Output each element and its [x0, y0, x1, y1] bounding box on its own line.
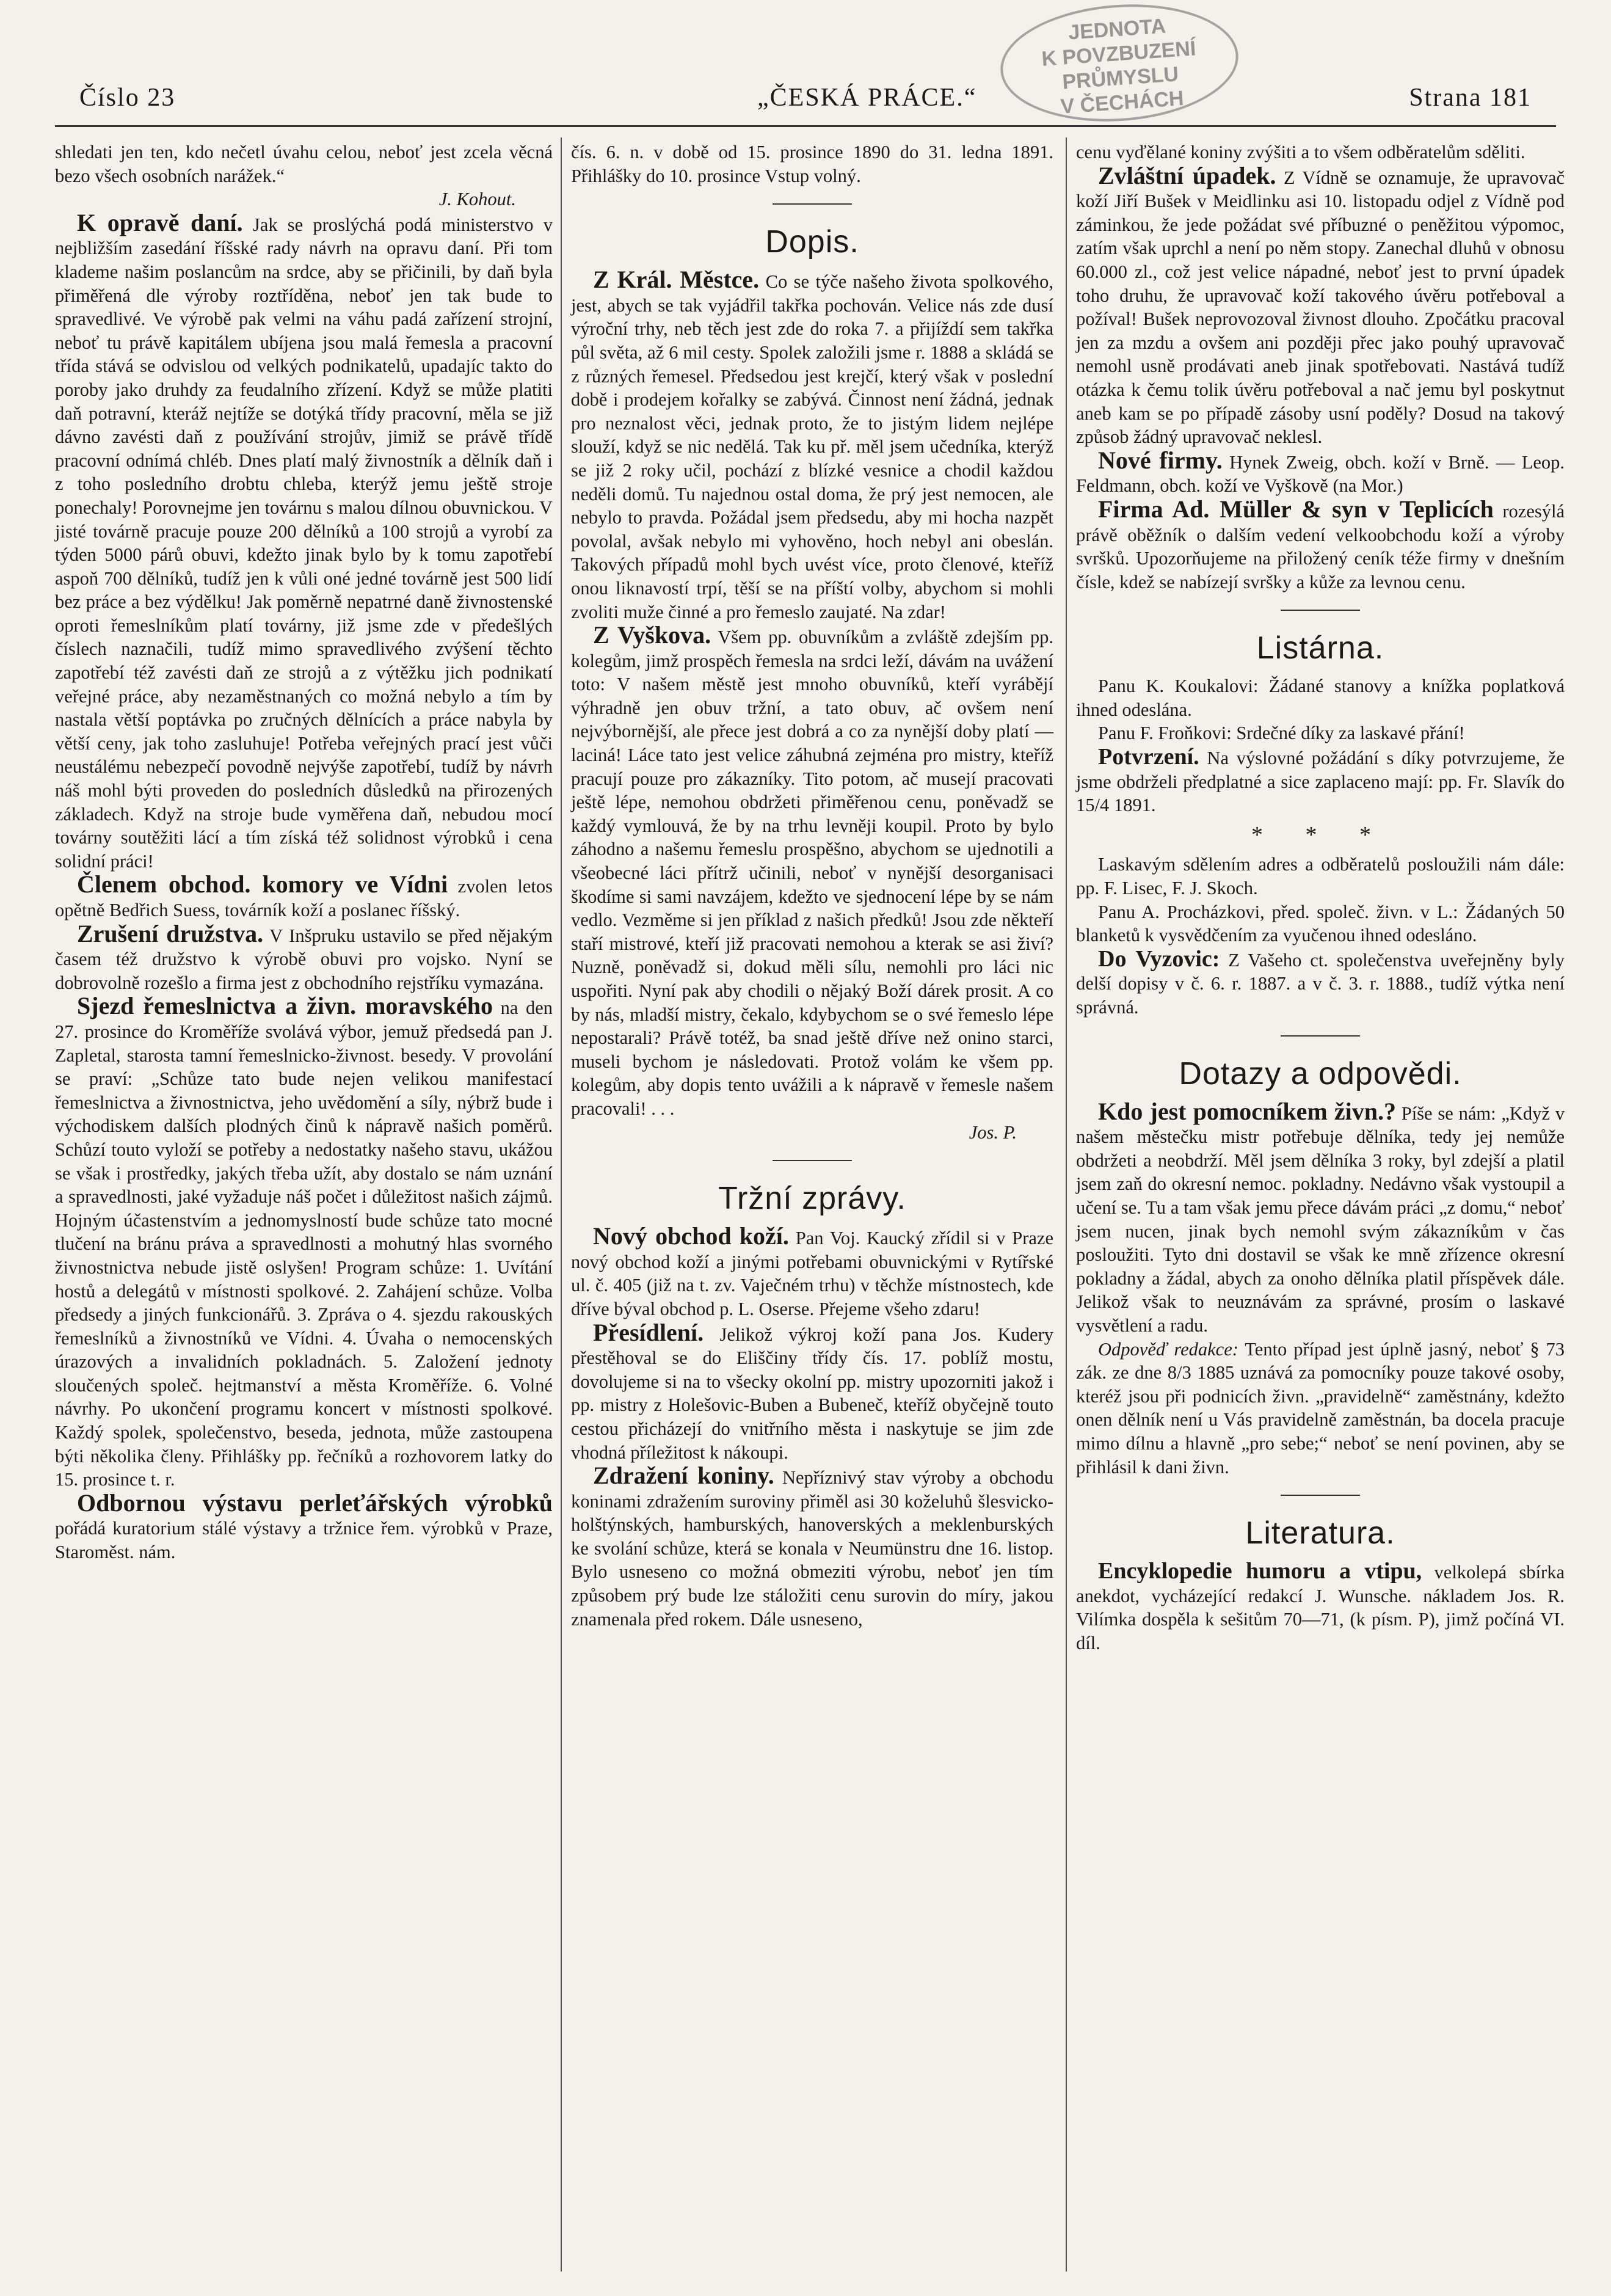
article-body: na den 27. prosince do Kroměříže svolává výbor, jemuž předsedá pan J. Zapletal, starosta tamní řemeslnicko-živnost. besedy. V provolání se praví: „Schůze tato bude nejen velikou manifestací řemeslnictva a živnostnictva, jeho uvědomění a síly, nýbrž bude i východiskem dalších plodných činů k nápravě našich poměrů. Schůzí touto vyloží se potřeby a nedostatky našeho stavu, ukážou se však i prostředky, jakých třeba užít, aby dostalo se nám uznání a spravedlnosti, jaké vyžaduje náš počet i důležitost našich zájmů. Hojným účastenstvím a jednomyslností bude schůze tato mocné tlučení na bránu práva a spravedlnosti a mohutný hlas svorného živnostnictva nebude jistě oslyšen! Program schůze: 1. Uvítání hostů a delegátů v místnosti spolkové. 2. Zahájení schůze. Volba předsedy a jiných funkcionářů. 3. Zpráva o 4. sjezdu rakouských řemeslníků a živnostníků ve Vídni. 4. Úvaha o nemocenských úrazových a invalidních pokladnách. 5. Založení jednoty sloučených společ. hejtmanství a města Kroměříže. 6. Volné návrhy. Po ukončení programu koncert v místnosti spolkové. Každý spolek, společenstvo, beseda, jednota, může zastoupena býti několika členy. Přihlášky pp. řečníků a rozhovorem latky do 15. prosince t. r.: [55, 997, 553, 1490]
letter-signature: Jos. P.: [969, 1121, 1017, 1143]
article-signature: J. Kohout.: [438, 189, 516, 210]
letter-vyskov: [571, 621, 1053, 1120]
section-title-literature: Literatura.: [1245, 1515, 1395, 1551]
article-exhibition: [55, 1489, 553, 1564]
article-body: V Inšpruku ustavilo se před nějakým časem též družstvo k výrobě obuvi pro vojsko. Nyní se dobrovolně rozešlo a firma jest z obchodního rejstříku vymazána.: [55, 925, 553, 993]
letter-body: Všem pp. obuvníkům a zvláště zdejším pp. kolegům, jimž prospěch řemesla na srdci leží, dávám na uvážení toto: V našem městě jest mnoho obuvníků, kteří vyrábějí výhradně jen obuv tržní, a tato obuv, ač ovšem není nejvýbornější, ale přece jest dobrá a co za nynější doby platí — laciná! Láce tato jest velice záhubná zejména pro mistry, kteříž pracují pouze pro zákazníky. Tito potom, ač musejí pracovati ještě lépe, nemohou obdržeti přiměřenou cenu, poněvadž se každý vymlouvá, že by na trhu levněji koupil. Proto by bylo záhodno a našemu řemeslu prospěšno, abychom se ujednotili a všeobecné láci přítrž učinili, neboť v nynější desorganisaci škodíme si sami navzájem, kdežto ve sjednocení lépe by se nám vedlo. Vezměme si jen příklad z našich předků! Jsou zde někteří staří mistrové, kteří již pracovati nemohou a kterak se asi živí? Nuzně, poněvadž si, dokud měli sílu, nemohli pro láci nic uspořiti. Nyní pak aby chodili o nějaký Boží dárek prosit. A co by nás, mladší mistry, čekalo, kdybychom se o své řemeslo lépe nepostarali? Právě totéž, ba snad ještě dříve než onino starci, museli bychom je následovati. Protož volám ke všem pp. kolegům, aby dopis tento uvážili a k nápravě v řemesle našem pracovali! . . .: [571, 627, 1053, 1119]
qa-answer: [1076, 1338, 1565, 1479]
library-stamp: [997, 0, 1242, 129]
article-tax-reform: [55, 208, 553, 873]
news-new-shop: [571, 1222, 1054, 1321]
mailbox-heading: Potvrzení.: [1098, 744, 1199, 770]
news-horsehide-price: [571, 1464, 1053, 1631]
stamp-line: V ČECHÁCH: [1060, 86, 1185, 118]
separator-stars: * * *: [1251, 822, 1389, 848]
article-continuation: cenu vyďělané koniny zvýšiti a to všem odběratelům sděliti.: [1076, 142, 1526, 162]
column-divider: [1066, 137, 1067, 2272]
mailbox-heading: Do Vyzovic:: [1098, 946, 1220, 972]
letter-body: Co se týče našeho života spolkového, jest, abych se tak vyjádřil takřka pochován. Velice nás zde dusí výroční trhy, neb těch jest zde do roka 7. a přijíždí sem takřka půl světa, až 6 mil cesty. Spolek založili jsme r. 1888 a skládá se z různých řemesel. Předsedou jest krejčí, který však v poslední době i prodejem kořalky se zabývá. Činnost není žádná, jednak pro neznalost věci, jednak proto, že to jistým lidem nejlépe slouží, když se nic nedělá. Tak ku př. měl jsem učedníka, kterýž se již 2 roky učil, pochází z blízké vesnice a chodil každou neděli domů. Tu najednou ostal doma, že prý jest nemocen, ale nebylo to pravda. Požádal jsem předsedu, aby mi hocha nazpět povolal, avšak nebylo mi vyhověno, hoch nebyl ani obeslán. Takových případů mohl bych uvést více, proto členové, kteříž onou liknavostí trpí, těší se na příští volby, abychom si mohli zvoliti muže činné a pro řemeslo zaujaté. Na zdar!: [571, 271, 1054, 622]
article-heading: Zrušení družstva.: [77, 919, 264, 947]
article-heading: Členem obchod. komory ve Vídni: [77, 870, 448, 898]
mailbox-body: Na výslovné požádání s díky potvrzujeme, že jsme obdrželi předplatné a sice zaplaceno mají: pp. Fr. Slavík do 15/4 1891.: [1076, 748, 1565, 816]
column-divider: [561, 137, 562, 2272]
mailbox-confirmation: [1076, 745, 1565, 817]
letter-kral-mestec: [571, 268, 1053, 624]
article-cooperative-dissolved: [55, 919, 553, 995]
stamp-line: K POVZBUZENÍ: [1041, 37, 1197, 71]
column-1: [55, 140, 553, 1564]
mailbox-entry: Panu K. Koukalovi: Žádané stanovy a knížka poplatková ihned odeslána.: [1076, 676, 1565, 720]
news-body: Pan Voj. Kaucký zřídil si v Praze nový obchod koží a jinými potřebami obuvnickými v Rytířské ul. č. 405 (již na t. zv. Vaječném trhu) v těchže místnostech, kde dříve býval obchod p. L. Oserse. Přejeme všeho zdaru!: [571, 1228, 1054, 1319]
mailbox-body: Z Vašeho ct. společenstva uveřejněny byly delší dopisy v č. 6. r. 1887. a v č. 3. r. 1888., tudíž výtka není správná.: [1076, 949, 1565, 1018]
article-heading: Odbornou výstavu perleťářských výrobků: [77, 1489, 553, 1517]
qa-body: Píše se nám: „Když v našem městečku mistr potřebuje dělníka, tedy jej nemůže obdržeti a neobdrží. Měl jsem dělníka 3 roky, byl zdejší a platil jsem zaň do okresní nemoc. pokladny. Nedávno však vystoupil a učení se. Tu a tam však jemu přece dávám práci „z domu,“ neboť jsem nucen, jinak bych nemohl svým zákazníkům v čas posloužiti. Tyto dni dostavil se však ke mně zřízence okresní pokladny a žádal, abych za onoho dělníka platil příspěvek dále. Jelikož však to neuznávám za správné, prosím o laskavé vysvětlení a radu.: [1076, 1102, 1565, 1336]
section-rule: [1281, 1495, 1360, 1496]
news-body: rozesýlá právě oběžník o dalším vedení velkoobchodu koží a výroby svršků. Upozorňujeme na přiložený ceník téže firmy v dnešním čísle, kdež se nabízejí svršky a kůže za levnou cenu.: [1076, 500, 1565, 592]
section-title-mailbox: Listárna.: [1256, 630, 1384, 666]
page-header: [55, 14, 1556, 121]
section-title-qa: Dotazy a odpovědi.: [1179, 1055, 1462, 1092]
qa-question: [1076, 1097, 1565, 1338]
issue-number: Číslo 23: [79, 84, 176, 112]
news-relocation: [571, 1318, 1053, 1465]
news-firm-muller: [1076, 495, 1565, 594]
section-rule: [773, 1160, 852, 1161]
answer-label: Odpověď redakce:: [1098, 1338, 1238, 1360]
news-body: Hynek Zweig, obch. koží v Brně. — Leop. Feldmann, obch. koží ve Vyškově (na Mor.): [1076, 451, 1565, 497]
article-continuation: shledati jen ten, kdo nečetl úvahu celou, neboť jest zcela věcná bezo všech osobních narážek.“: [55, 142, 553, 186]
literature-entry: [1076, 1559, 1565, 1655]
section-title-letter: Dopis.: [765, 224, 859, 260]
news-bankruptcy: [1076, 161, 1565, 449]
answer-body: Tento případ jest úplně jasný, neboť § 73 zák. ze dne 8/3 1885 uznává za pomocníky pouze takové osoby, kteréž jsou při podnicích živn. „pravidelně“ zaměstnány, kdežto onen dělník není u Vás pravidelně zaměstnán, ba docela pracuje mimo dílnu a hlavně „pro sebe;“ neboť se není povinen, aby se přihlásil k dani živn.: [1076, 1338, 1565, 1478]
literature-heading: Encyklopedie humoru a vtipu,: [1098, 1558, 1422, 1584]
letter-heading: Z Král. Městce.: [593, 266, 760, 294]
column-3: [1076, 140, 1565, 1655]
article-body: Jak se proslýchá podá ministerstvo v nejbližším zasedání říšské rady návrh na opravu daní. Při tom klademe našim poslancům na srdce, aby se přičinili, by daň byla přiměřená dle výroby roztříděna, neboť jen tak bude to spravedlivé. Ve výrobě pak velmi na váhu padá zařízení strojní, neboť tu právě kapitálem ubíjena jsou malá řemesla a pracovní třída stává se odvislou od velkých podnikatelů, upadajíc takto do poroby jako druhdy za feudalního zřízení. Když se může platiti daň potravní, kteráž nejtíže se dotýká třídy pracovní, měla se již dávno zavésti daň z používání strojův, jimiž se právě třídě pracovní odnímá chléb. Dnes platí malý živnostník a dělník daň i z toho posledního drobtu chleba, kterýž jemu ještě stroje ponechaly! Porovnejme jen továrnu s malou dílnou obuvnickou. V jisté továrně pracuje pouze 200 dělníků a 100 strojů a vyrobí za týden 5000 párů obuvi, kdežto jinak bylo by k tomu zapotřebí aspoň 700 dělníků, tudíž jen k vůli oné jedné továrně jest 500 lidí bez práce a bez výdělku! Jak poměrně nepatrné daně živnostenské oproti řemeslníkům platí továrny, již jsme zde v předešlých číslech naznačili, tudíž mimo spravedlivého zvýšení těchto zapotřebí též zavésti daň ze strojů a z výtěžku jich podnikatí veřejné práce, aby nezaměstnaných co možná nebylo a tím by nastala větší poptávka po zručných dělnících a práce nabyla by větší ceny, jak toho zasluhuje! Potřeba veřejných prací jest vůči neustálému nebezpečí povodně nejvýše zapotřebí, tudíž by návrh náš mohl býti proveden do posledních důsledků na přirozených základech. Když na stroje bude vyměřena daň, nebudou mocí továrny soutěžiti lácí a tím získá též solidnost výrobků i cena solidní práci!: [55, 214, 553, 872]
qa-heading: Kdo jest pomocníkem živn.?: [1098, 1097, 1396, 1125]
news-heading: Firma Ad. Müller & syn v Teplicích: [1098, 495, 1494, 523]
news-heading: Přesídlení.: [593, 1318, 704, 1346]
stamp-line: JEDNOTA: [1067, 14, 1167, 45]
section-rule: [1281, 1035, 1360, 1037]
masthead-title: „ČESKÁ PRÁCE.“: [757, 84, 977, 112]
news-heading: Nový obchod koží.: [593, 1222, 789, 1250]
page-number: Strana 181: [1409, 84, 1532, 112]
mailbox-vyzovice: [1076, 947, 1565, 1019]
news-body: Z Vídně se oznamuje, že upravovač koží Jiří Bušek v Meidlinku asi 10. listopadu odjel z Vídně pod záminkou, že jede požádat své příbuzné o peněžitou výpomoc, zatím však uprchl a není po něm stopy. Zanechal dluhů v obnosu 60.000 zl., což jest velice nápadné, neboť jest to první úpadek toho druhu, že upravovač koží takového úvěru potřeboval a požíval! Bušek neprovozoval živnost dlouho. Zpočátku pracoval jen za mzdu a ovšem ani později přec jako pouhý upravovač nemohl usně prodávati aneb jinak spotřebovati. Nastává tudíž otázka k čemu tolik úvěru potřeboval a nač jemu byl poskytnut aneb kam se po případě zásoby usní poděly? Dosud na takový způsob žádný upravovač neklesl.: [1076, 167, 1565, 448]
article-chamber-member: [55, 870, 553, 922]
mailbox-entry: Laskavým sdělením adres a odběratelů posloužili nám dále: pp. F. Lisec, F. J. Skoch.: [1076, 854, 1565, 899]
article-body: zvolen letos opětně Bedřich Suess, továrník koží a poslanec říšský.: [55, 876, 553, 920]
column-2: [571, 140, 1053, 1631]
news-new-firms: [1076, 446, 1565, 498]
mailbox-entry: Panu A. Procházkovi, před. společ. živn. v L.: Žádaných 50 blanketů k vysvědčením za vyučenou ihned odesláno.: [1076, 901, 1565, 946]
news-body: Jelikož výkroj koží pana Jos. Kudery přestěhoval se do Eliščiny třídy čís. 17. poblíž mostu, dovolujeme si na to všecky okolní pp. mistry upozorniti jakož i pp. mistry z Holešovic-Buben a Bubeneč, kteříž obyčejně touto cestou přicházejí do vnitřního města i naskytuje se jim zde vhodná příležitost k nákoupi.: [571, 1324, 1053, 1463]
news-body: Nepříznivý stav výroby a obchodu koninami zdražením suroviny přiměl asi 30 koželuhů šlesvicko-holštýnských, hamburských, hanoverských a meklenburských ke svolání schůze, která se konala v Neumünstru dne 16. listop. Bylo usneseno co možná obmeziti výrobu, neboť jen tím způsobem prý bude lze stáložiti cenu surovin do míry, jakou znamenala před rokem. Dále usneseno,: [571, 1467, 1053, 1630]
article-heading: Sjezd řemeslnictva a živn. moravského: [77, 992, 493, 1020]
section-title-market: Tržní zprávy.: [718, 1181, 906, 1217]
news-heading: Nové firmy.: [1098, 446, 1223, 474]
article-heading: K opravě daní.: [77, 208, 243, 236]
section-rule: [1281, 610, 1360, 611]
header-rule: [55, 125, 1556, 127]
article-body: pořádá kuratorium stálé výstavy a tržnice řem. výrobků v Praze, Staroměst. nám.: [55, 1518, 553, 1563]
mailbox-entry: Panu F. Froňkovi: Srdečné díky za laskavé přání!: [1098, 723, 1465, 744]
article-congress: [55, 994, 553, 1491]
letter-heading: Z Vyškova.: [593, 621, 711, 649]
section-rule: [773, 203, 852, 205]
news-heading: Zdražení koniny.: [593, 1462, 774, 1490]
stamp-line: PRŮMYSLU: [1061, 62, 1180, 94]
literature-body: velkolepá sbírka anekdot, vycházející redakcí J. Wunsche. nákladem Jos. R. Vilímka dospěla k sešitům 70—71, (k písm. P), jimž počíná VI. díl.: [1076, 1562, 1565, 1653]
article-continuation: čís. 6. n. v době od 15. prosince 1890 do 31. ledna 1891. Přihlášky do 10. prosince Vstup volný.: [571, 142, 1053, 186]
news-heading: Zvláštní úpadek.: [1098, 161, 1276, 189]
